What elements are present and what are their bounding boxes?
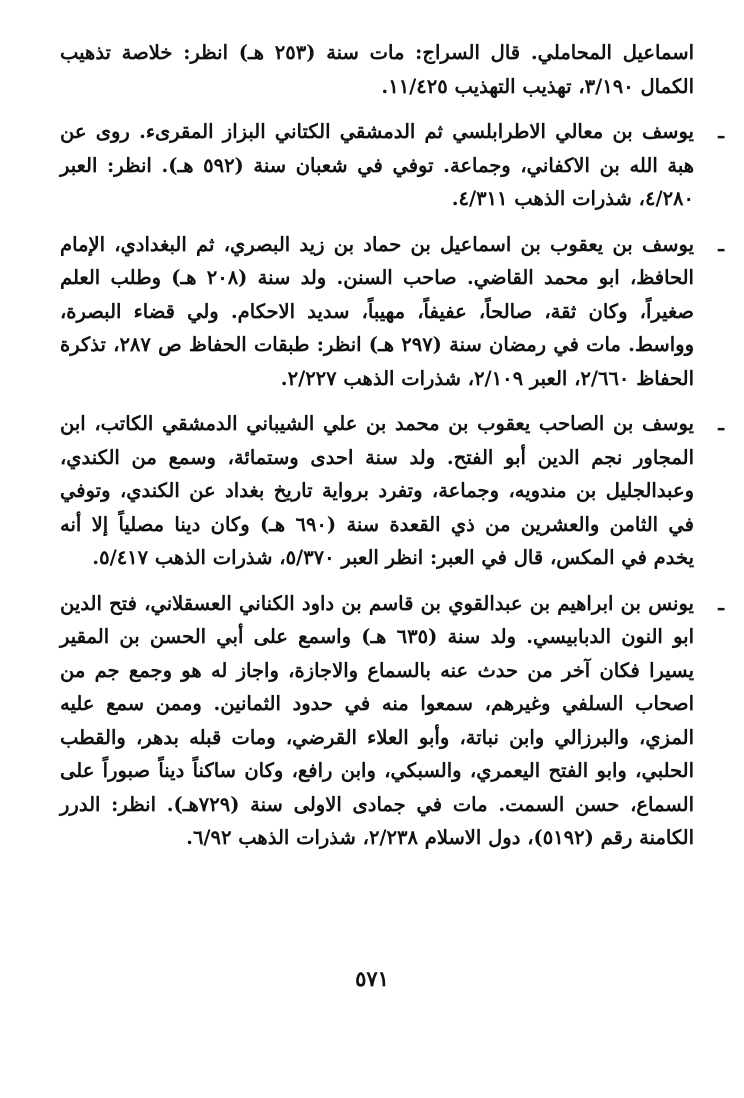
entry-text: يوسف بن معالي الاطرابلسي ثم الدمشقي الكتاني البزاز المقرىء. روى عن هبة الله بن الاكفاني، وجماعة. توفي في شعبان سنة (٥٩٢ هـ). انظر: العبر ٤/٢٨٠، شذرات الذهب ٤/٣١١. [60, 120, 695, 210]
entry-text: يوسف بن يعقوب بن اسماعيل بن حماد بن زيد البصري، ثم البغدادي، الإمام الحافظ، ابو محمد القاضي. صاحب السنن. ولد سنة (٢٠٨ هـ) وطلب العلم صغيراً، وكان ثقة، صالحاً، عفيفاً، مهيباً، سديد الاحكام. ولي قضاء البصرة، وواسط. مات في رمضان سنة (٢٩٧ هـ) انظر: طبقات الحفاظ ص ٢٨٧، تذكرة الحفاظ ٢/٦٦٠، العبر ٢/١٠٩، شذرات الذهب ٢/٢٢٧. [60, 232, 694, 390]
page-number: ٥٧١ [355, 966, 389, 991]
entry-yusuf-ibn-maali [60, 115, 724, 216]
entry-dash: ـ [718, 412, 724, 435]
entry-dash: ـ [718, 591, 724, 615]
page-body [60, 36, 724, 867]
entry-continuation [60, 36, 694, 103]
entry-text: يونس بن ابراهيم بن عبدالقوي بن قاسم بن داود الكناني العسقلاني، فتح الدين ابو النون الدبابيسي. ولد سنة (٦٣٥ هـ) واسمع على أبي الحسن بن المقير يسيرا فكان آخر من حدث عنه بالسماع والاجازة، واجاز له هو وجمع جم من اصحاب السلفي وغيرهم، سمعوا منه في حدود الثمانين. وممن سمع عليه المزي، والبرزالي وابن نباتة، وأبو العلاء القرضي، ومات قبله بدهر، والقطب الحلبي، وابو الفتح اليعمري، والسبكي، وابن رافع، وكان ساكناً ديناً صبوراً على السماع، حسن السمت. مات في جمادى الاولى سنة (٧٢٩هـ). انظر: الدرر الكامنة رقم (٥١٩٢)، دول الاسلام ٢/٢٣٨، شذرات الذهب ٦/٩٢. [60, 591, 694, 849]
entry-text: يوسف بن الصاحب يعقوب بن محمد بن علي الشيباني الدمشقي الكاتب، ابن المجاور نجم الدين أبو الفتح. ولد سنة احدى وستمائة، وسمع من الكندي، وعبدالجليل بن مندويه، وجماعة، وتفرد برواية تاريخ بغداد عن الكندي، وتوفي في الثامن والعشرين من ذي القعدة سنة (٦٩٠ هـ) وكان دينا مصلياً إلا أنه يخدم في المكس، قال في العبر: انظر العبر ٥/٣٧٠، شذرات الذهب ٥/٤١٧. [60, 412, 694, 569]
entry-dash: ـ [718, 232, 724, 256]
entry-yusuf-ibn-al-sahib [60, 407, 724, 575]
entry-dash: ـ [718, 120, 724, 143]
entry-yunus-ibn-ibrahim [60, 587, 724, 855]
entry-text: اسماعيل المحاملي. قال السراج: مات سنة (٢٥٣ هـ) انظر: خلاصة تذهيب الكمال ٣/١٩٠، تهذيب التهذيب ١١/٤٢٥. [60, 41, 694, 98]
entry-yusuf-ibn-yaqub-al-qadi [60, 228, 724, 396]
